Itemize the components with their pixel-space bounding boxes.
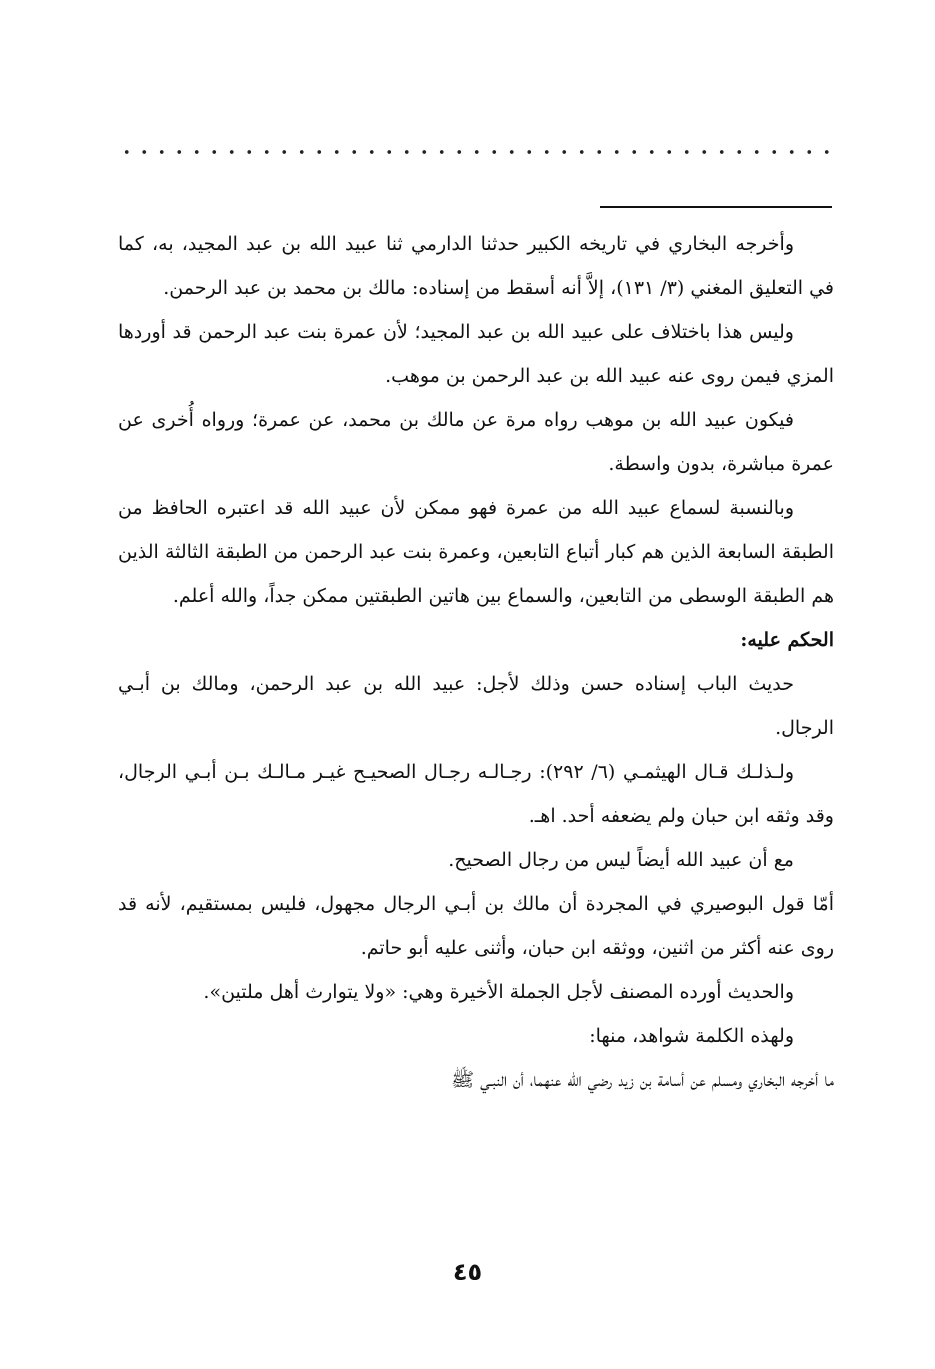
- paragraph: ولـذلـك قـال الهيثمـي (٦/ ٢٩٢): رجـالـه رجـال الصحيـح غيـر مـالـك بـن أبـي الرجال، وقد وثقه ابن حبان ولم يضعفه أحد. اهـ.: [118, 761, 834, 827]
- paragraph: ولهذه الكلمة شواهد، منها:: [589, 1025, 794, 1047]
- paragraph: وبالنسبة لسماع عبيد الله من عمرة فهو ممكن لأن عبيد الله قد اعتبره الحافظ من الطبقة السابعة الذين هم كبار أتباع التابعين، وعمرة بنت عبد الرحمن من الطبقة الثالثة الذين هم الطبقة الوسطى من التابعين، والسماع بين هاتين الطبقتين ممكن جداً، والله أعلم.: [118, 497, 834, 607]
- paragraph: فيكون عبيد الله بن موهب رواه مرة عن مالك بن محمد، عن عمرة؛ ورواه أُخرى عن عمرة مباشرة، بدون واسطة.: [118, 409, 834, 475]
- dotted-separator: [118, 146, 834, 158]
- paragraph: أمّا قول البوصيري في المجردة أن مالك بن أبـي الرجال مجهول، فليس بمستقيم، لأنه قد روى عنه أكثر من اثنين، ووثقه ابن حبان، وأثنى عليه أبو حاتم.: [118, 893, 834, 959]
- page-body: [118, 222, 834, 1102]
- paragraph: وأخرجه البخاري في تاريخه الكبير حدثنا الدارمي ثنا عبيد الله بن عبد المجيد، به، كما في التعليق المغني (٣/ ١٣١)، إلاَّ أنه أسقط من إسناده: مالك بن محمد بن عبد الرحمن.: [118, 233, 834, 299]
- footnote-rule: [600, 206, 832, 208]
- section-heading: الحكم عليه:: [740, 629, 834, 651]
- paragraph: مع أن عبيد الله أيضاً ليس من رجال الصحيح.: [448, 849, 794, 871]
- paragraph: والحديث أورده المصنف لأجل الجملة الأخيرة وهي: «ولا يتوارث أهل ملتين».: [203, 981, 794, 1003]
- paragraph: وليس هذا باختلاف على عبيد الله بن عبد المجيد؛ لأن عمرة بنت عبد الرحمن قد أوردها المزي فيمن روى عنه عبيد الله بن عبد الرحمن بن موهب.: [118, 321, 834, 387]
- page-number: ٤٥: [452, 1258, 483, 1286]
- paragraph: حديث الباب إسناده حسن وذلك لأجل: عبيد الله بن عبد الرحمن، ومالك بن أبـي الرجال.: [118, 673, 834, 739]
- paragraph: ما أخرجه البخاري ومسلم عن أسامة بن زيد رضي الله عنهما، أن النبـي ﷺ: [451, 1069, 834, 1091]
